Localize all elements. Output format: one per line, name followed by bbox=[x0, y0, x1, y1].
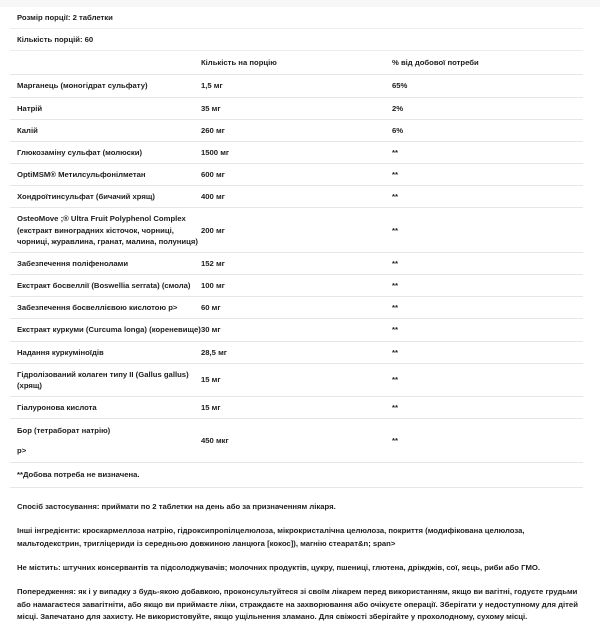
ingredient-daily-value: ** bbox=[392, 341, 583, 363]
top-band bbox=[0, 0, 600, 7]
servings-per-container-label: Кількість порцій: 60 bbox=[10, 29, 583, 51]
table-row bbox=[10, 186, 583, 208]
table-row bbox=[10, 252, 583, 274]
ingredient-amount: 100 мг bbox=[201, 275, 392, 297]
ingredient-amount: 28,5 мг bbox=[201, 341, 392, 363]
boron-name-line-1: Бор (тетраборат натрію) bbox=[17, 426, 111, 436]
column-header-daily-value: % від добової потреби bbox=[392, 51, 583, 75]
ingredient-amount: 450 мкг bbox=[201, 419, 392, 463]
directions-paragraph: Спосіб застосування: приймати по 2 таблетки на день або за призначенням лікаря. bbox=[17, 501, 336, 511]
ingredient-daily-value: ** bbox=[392, 208, 583, 252]
ingredient-daily-value: ** bbox=[392, 396, 583, 418]
free-from-paragraph: Не містить: штучних консервантів та підсолоджувачів; молочних продуктів, цукру, пшениці, глютена, дріжджів, сої, яєць, риби або ГМО. bbox=[17, 563, 541, 572]
supplement-facts-table bbox=[10, 7, 583, 488]
ingredient-daily-value: ** bbox=[392, 164, 583, 186]
ingredient-amount: 15 мг bbox=[201, 363, 392, 396]
ingredient-name: Гідролізований колаген типу II (Gallus gallus) (хрящ) bbox=[10, 363, 201, 396]
boron-name-line-2: p> bbox=[17, 446, 27, 456]
ingredient-daily-value: ** bbox=[392, 275, 583, 297]
table-body bbox=[10, 7, 583, 487]
ingredient-amount: 35 мг bbox=[201, 97, 392, 119]
table-row bbox=[10, 396, 583, 418]
ingredient-name: Калій bbox=[10, 119, 201, 141]
ingredient-daily-value: 2% bbox=[392, 97, 583, 119]
ingredient-name: Марганець (моногідрат сульфату) bbox=[10, 75, 201, 97]
servings-per-container-row bbox=[10, 29, 583, 51]
ingredient-daily-value: ** bbox=[392, 419, 583, 463]
table-header-row bbox=[10, 51, 583, 75]
ingredient-daily-value: ** bbox=[392, 186, 583, 208]
ingredient-amount: 600 мг bbox=[201, 164, 392, 186]
ingredient-name: Екстракт куркуми (Curcuma longa) (кореневище) bbox=[10, 319, 201, 341]
ingredient-name: Забезпечення поліфенолами bbox=[10, 252, 201, 274]
ingredient-name: OsteoMove ;® Ultra Fruit Polyphenol Complex (екстракт виноградних кісточок, чорниці, чорниці, журавлина, гранат, малина, полуниця) bbox=[10, 208, 201, 252]
table-row bbox=[10, 208, 583, 252]
ingredient-name: Надання куркуміноїдів bbox=[10, 341, 201, 363]
serving-size-row bbox=[10, 7, 583, 29]
ingredient-amount: 60 мг bbox=[201, 297, 392, 319]
ingredient-name-boron bbox=[10, 419, 201, 463]
ingredient-name: Забезпечення босвеллієвою кислотою p> bbox=[10, 297, 201, 319]
table-row bbox=[10, 297, 583, 319]
column-header-amount: Кількість на порцію bbox=[201, 51, 392, 75]
table-row bbox=[10, 363, 583, 396]
table-row bbox=[10, 341, 583, 363]
ingredient-name: Натрій bbox=[10, 97, 201, 119]
daily-value-footnote: **Добова потреба не визначена. bbox=[10, 463, 583, 487]
column-header-name bbox=[10, 51, 201, 75]
ingredient-amount: 1500 мг bbox=[201, 141, 392, 163]
daily-value-footnote-row bbox=[10, 463, 583, 487]
table-row-boron bbox=[10, 419, 583, 463]
table-row bbox=[10, 164, 583, 186]
table-row bbox=[10, 275, 583, 297]
table-row bbox=[10, 97, 583, 119]
ingredient-daily-value: ** bbox=[392, 141, 583, 163]
ingredient-amount: 400 мг bbox=[201, 186, 392, 208]
ingredient-amount: 30 мг bbox=[201, 319, 392, 341]
footer-notes bbox=[0, 488, 600, 624]
ingredient-daily-value: ** bbox=[392, 297, 583, 319]
ingredient-name: Хондроїтинсульфат (бичачий хрящ) bbox=[10, 186, 201, 208]
ingredient-daily-value: ** bbox=[392, 363, 583, 396]
ingredient-amount: 152 мг bbox=[201, 252, 392, 274]
table-row bbox=[10, 75, 583, 97]
ingredient-daily-value: ** bbox=[392, 319, 583, 341]
ingredient-daily-value: 65% bbox=[392, 75, 583, 97]
serving-size-label: Розмір порції: 2 таблетки bbox=[10, 7, 583, 29]
other-ingredients-paragraph: Інші інгредієнти: кроскармеллоза натрію, гідроксипропілцелюлоза, мікрокристалічна целюлоза, покриття (модифікована целюлоза, мальтодекстрин, тригліцериди із середньою довжиною ланцюга [кокос]), магнію стеарат&n; span> bbox=[17, 526, 525, 548]
table-row bbox=[10, 119, 583, 141]
ingredient-name: Глюкозаміну сульфат (молюски) bbox=[10, 141, 201, 163]
ingredient-name: OptiMSM® Метилсульфонілметан bbox=[10, 164, 201, 186]
ingredient-name: Екстракт босвеллії (Boswellia serrata) (смола) bbox=[10, 275, 201, 297]
ingredient-amount: 200 мг bbox=[201, 208, 392, 252]
table-row bbox=[10, 319, 583, 341]
table-row bbox=[10, 141, 583, 163]
ingredient-amount: 1,5 мг bbox=[201, 75, 392, 97]
ingredient-daily-value: 6% bbox=[392, 119, 583, 141]
ingredient-name: Гіалуронова кислота bbox=[10, 396, 201, 418]
ingredient-daily-value: ** bbox=[392, 252, 583, 274]
warning-paragraph: Попередження: як і у випадку з будь-якою добавкою, проконсультуйтеся зі своїм лікарем перед використанням, якщо ви вагітні, годуєте грудьми або намагаєтеся завагітніти, або якщо ви приймаєте ліки, страждаєте на захворювання або очікуєте операції. Зберігати у недоступному для дітей місці. Запечатано для захисту. Не використовуйте, якщо ущільнення зламано. Для свіжості зберігайте у прохолодному, сухому місці. bbox=[17, 587, 578, 622]
ingredient-amount: 260 мг bbox=[201, 119, 392, 141]
ingredient-amount: 15 мг bbox=[201, 396, 392, 418]
